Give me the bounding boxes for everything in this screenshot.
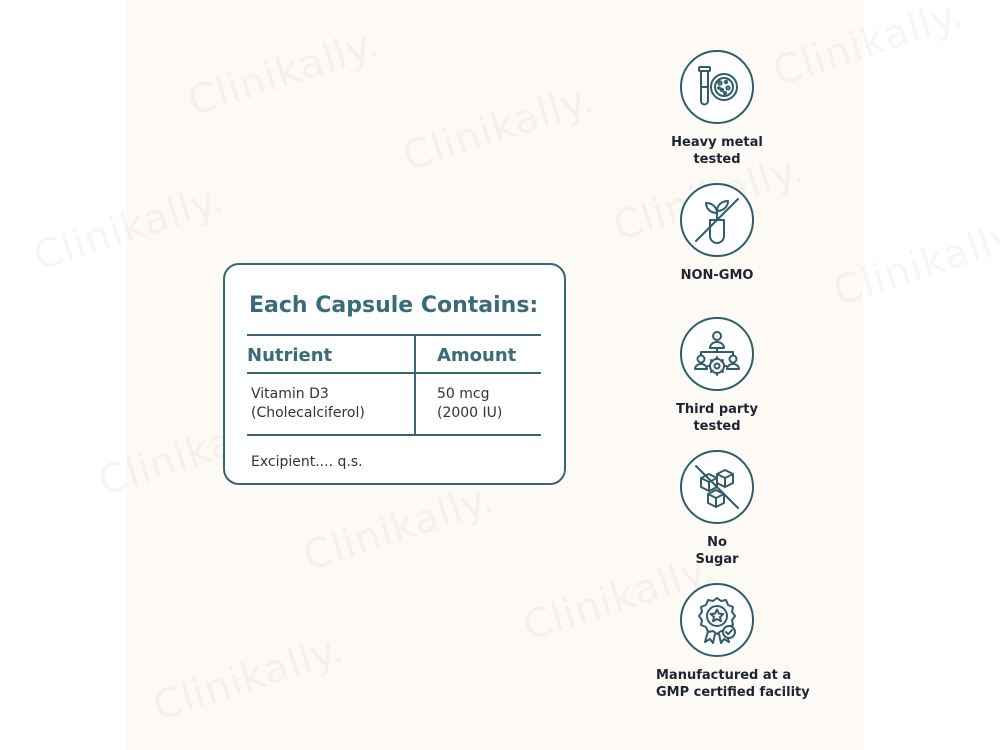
- column-header-amount: Amount: [437, 345, 517, 366]
- third-party-network-gear-icon: [687, 324, 747, 384]
- badge-label: No Sugar: [695, 535, 739, 567]
- card-title: Each Capsule Contains:: [249, 293, 539, 318]
- badge-label: NON-GMO: [680, 268, 754, 283]
- nutrition-facts-card: [223, 263, 566, 485]
- badge-third-party-tested: [656, 317, 778, 435]
- table-column-divider: [414, 334, 416, 435]
- badge-label: Third party tested: [676, 402, 758, 434]
- badge-label: Heavy metal tested: [671, 135, 763, 167]
- badge-non-gmo: [656, 183, 778, 284]
- badge-heavy-metal-tested: [656, 50, 778, 168]
- excipient-note: Excipient.... q.s.: [251, 454, 363, 470]
- table-bottom-divider: [247, 434, 541, 436]
- badge-label: Manufactured at a GMP certified facility: [656, 668, 810, 700]
- column-header-nutrient: Nutrient: [247, 345, 333, 366]
- table-top-divider: [247, 334, 541, 336]
- badge-no-sugar: [656, 450, 778, 568]
- nutrient-amount: 50 mcg (2000 IU): [437, 386, 503, 421]
- non-gmo-plant-icon: [686, 189, 748, 251]
- table-header-divider: [247, 372, 541, 374]
- no-sugar-cubes-icon: [686, 456, 748, 518]
- badge-gmp-certified: [656, 583, 810, 701]
- nutrient-name: Vitamin D3 (Cholecalciferol): [251, 386, 365, 421]
- gmp-certified-seal-icon: [687, 590, 747, 650]
- test-tube-petri-dish-icon: [691, 61, 743, 113]
